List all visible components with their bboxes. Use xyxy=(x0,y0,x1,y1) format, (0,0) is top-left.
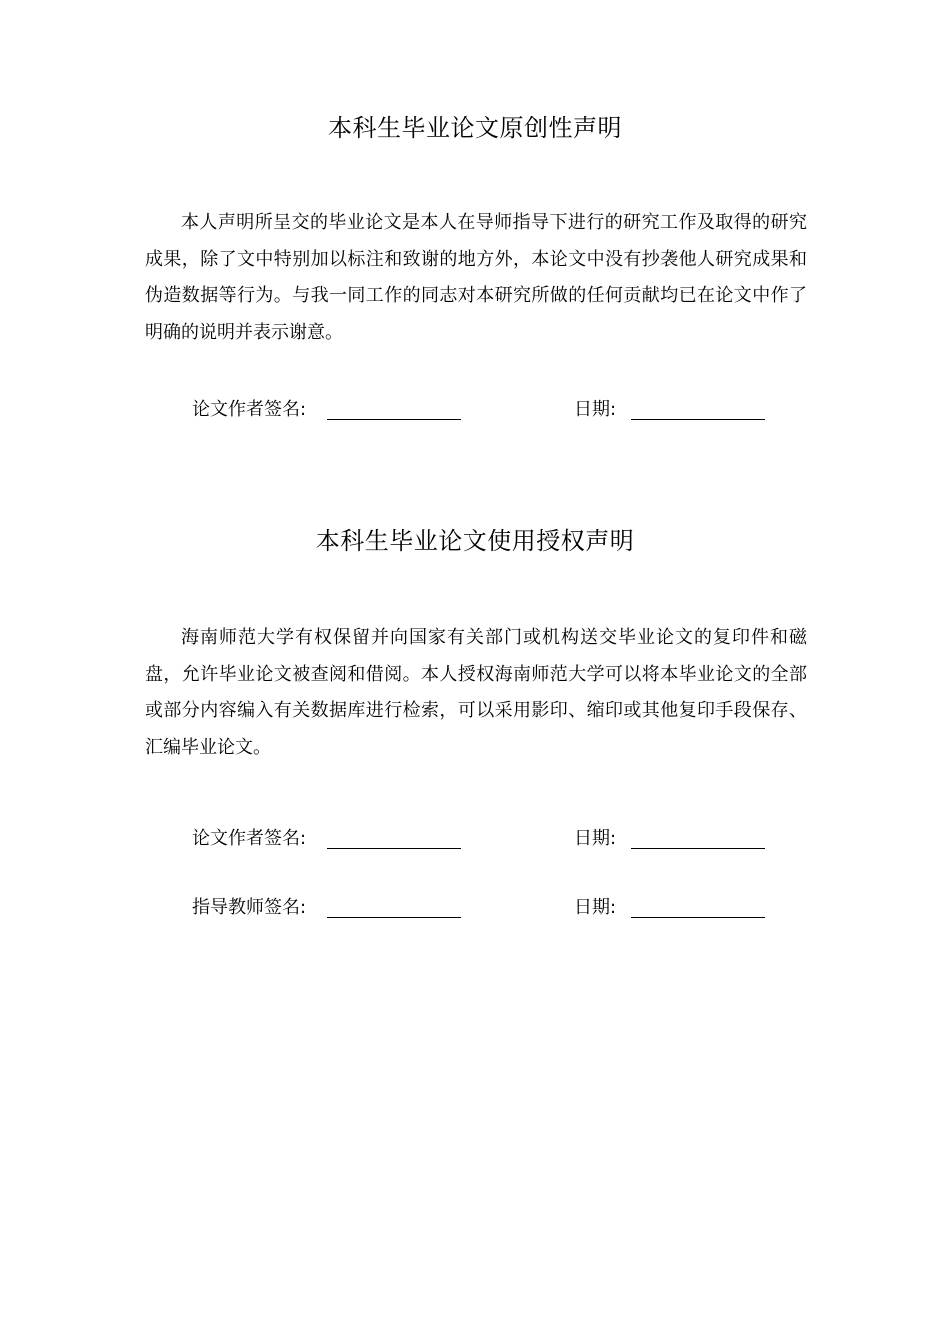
advisor-signature-row xyxy=(0,896,950,922)
author-date-line[interactable] xyxy=(631,848,765,849)
author-signature-line[interactable] xyxy=(327,848,461,849)
date-line[interactable] xyxy=(631,419,765,420)
date-label: 日期: xyxy=(574,399,617,420)
advisor-signature-label: 指导教师签名: xyxy=(192,897,307,918)
originality-title: 本科生毕业论文原创性声明 xyxy=(328,114,622,142)
advisor-date-label: 日期: xyxy=(574,897,617,918)
author-signature-label: 论文作者签名: xyxy=(192,399,307,420)
originality-signature-row xyxy=(0,398,950,424)
authorization-paragraph: 海南师范大学有权保留并向国家有关部门或机构送交毕业论文的复印件和磁盘，允许毕业论文被查阅和借阅。本人授权海南师范大学可以将本毕业论文的全部或部分内容编入有关数据库进行检索，可以采用影印、缩印或其他复印手段保存、汇编毕业论文。 xyxy=(145,627,807,758)
author-signature-line[interactable] xyxy=(327,419,461,420)
advisor-signature-line[interactable] xyxy=(327,917,461,918)
author-date-label: 日期: xyxy=(574,828,617,849)
authorization-author-signature-row xyxy=(0,827,950,853)
author-signature-label: 论文作者签名: xyxy=(192,828,307,849)
authorization-title: 本科生毕业论文使用授权声明 xyxy=(315,527,635,555)
advisor-date-line[interactable] xyxy=(631,917,765,918)
originality-paragraph: 本人声明所呈交的毕业论文是本人在导师指导下进行的研究工作及取得的研究成果，除了文中特别加以标注和致谢的地方外，本论文中没有抄袭他人研究成果和伪造数据等行为。与我一同工作的同志对本研究所做的任何贡献均已在论文中作了明确的说明并表示谢意。 xyxy=(145,212,807,343)
